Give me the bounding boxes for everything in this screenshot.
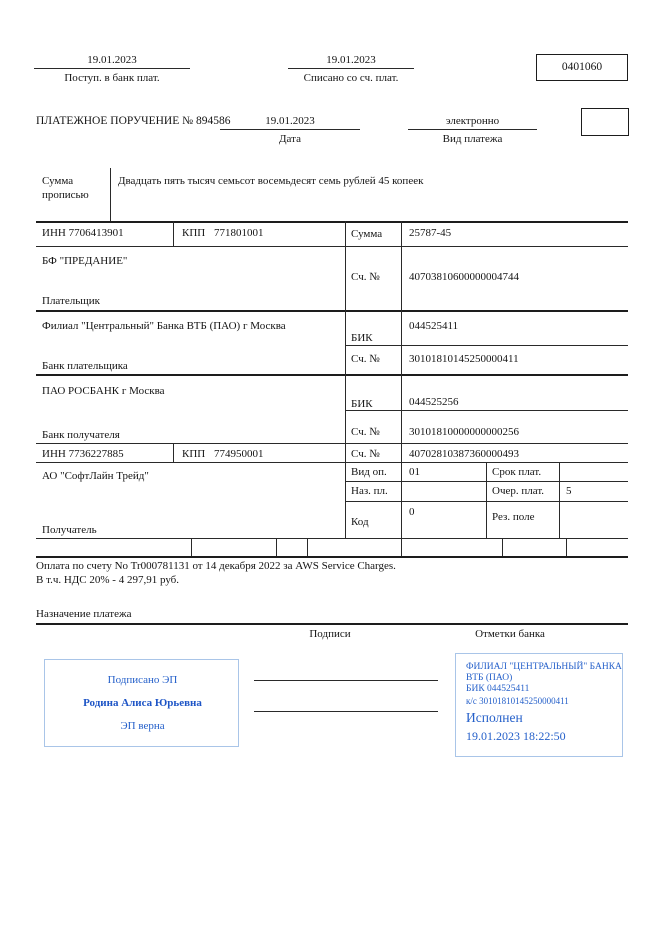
payer-inn: ИНН 7706413901 xyxy=(42,227,124,239)
payee-kpp-value: 774950001 xyxy=(214,448,264,460)
code-label: Код xyxy=(351,516,369,528)
signatures-label: Подписи xyxy=(309,628,351,640)
bank-stamp-datetime: 19.01.2023 18:22:50 xyxy=(466,729,566,743)
payer-kpp-value: 771801001 xyxy=(214,227,264,239)
bank-stamp-line3: БИК 044525411 xyxy=(466,684,530,694)
debited-date-block xyxy=(288,54,414,84)
payee-kpp-label: КПП xyxy=(182,448,206,460)
bank-stamp-line2: ВТБ (ПАО) xyxy=(466,673,513,683)
table-line-h xyxy=(36,538,628,539)
payee-bank-bik-label: БИК xyxy=(351,398,373,410)
table-line-h xyxy=(36,221,628,223)
payer-bank-bik-label: БИК xyxy=(351,332,373,344)
bank-stamp-box xyxy=(455,653,623,757)
payee-bank-account-value: 30101810000000000256 xyxy=(409,426,519,438)
reserve-label: Рез. поле xyxy=(492,511,535,523)
payer-bank-name: Филиал "Центральный" Банка ВТБ (ПАО) г Москва xyxy=(42,320,286,332)
payer-kpp-label: КПП xyxy=(182,227,206,239)
bank-marks-label: Отметки банка xyxy=(475,628,545,640)
payee-name: АО "СофтЛайн Трейд" xyxy=(42,470,149,482)
payee-label: Получатель xyxy=(42,524,97,536)
payee-bank-bik-value: 044525256 xyxy=(409,396,459,408)
order-date-block xyxy=(220,115,360,145)
due-date-label: Срок плат. xyxy=(492,466,542,478)
table-line-h xyxy=(36,374,628,376)
table-line-h xyxy=(36,443,628,444)
amount-words-label-line2: прописью xyxy=(42,189,89,201)
bank-stamp-status: Исполнен xyxy=(466,710,523,725)
order-date-label: Дата xyxy=(279,133,301,145)
payment-order-title: ПЛАТЕЖНОЕ ПОРУЧЕНИЕ № 894586 xyxy=(36,115,231,127)
payer-label: Плательщик xyxy=(42,295,100,307)
received-date-block xyxy=(34,54,190,84)
payment-kind-value: электронно xyxy=(408,115,537,130)
payer-bank-label: Банк плательщика xyxy=(42,360,128,372)
purpose-underline xyxy=(36,623,628,625)
payer-account-value: 40703810600000004744 xyxy=(409,271,519,283)
purpose-code-label: Наз. пл. xyxy=(351,485,388,497)
table-line-h xyxy=(345,345,628,346)
table-line-v xyxy=(173,443,174,462)
table-line-v xyxy=(345,221,346,538)
payer-account-label: Сч. № xyxy=(351,271,380,283)
payment-kind-label: Вид платежа xyxy=(442,133,503,145)
payment-kind-block xyxy=(408,115,537,145)
bank-stamp-line1: ФИЛИАЛ "ЦЕНТРАЛЬНЫЙ" БАНКА xyxy=(466,662,622,672)
payer-bank-bik-value: 044525411 xyxy=(409,320,459,332)
esign-line3: ЭП верна xyxy=(120,720,165,732)
payee-account-label: Сч. № xyxy=(351,448,380,460)
debited-date-value: 19.01.2023 xyxy=(288,54,414,69)
table-line-v xyxy=(559,462,560,538)
signature-line-2 xyxy=(254,711,438,712)
payer-bank-account-label: Сч. № xyxy=(351,353,380,365)
purpose-line1: Оплата по счету No Tr000781131 от 14 декабря 2022 за AWS Service Charges. xyxy=(36,560,396,572)
op-kind-label: Вид оп. xyxy=(351,466,387,478)
debited-date-label: Списано со сч. плат. xyxy=(303,72,399,84)
priority-label: Очер. плат. xyxy=(492,485,545,497)
esign-stamp-box xyxy=(44,659,239,747)
code-value: 0 xyxy=(409,506,415,518)
table-line-h xyxy=(345,410,628,411)
amount-words-label-line1: Сумма xyxy=(42,175,74,187)
table-line-h xyxy=(36,310,628,312)
payee-bank-name: ПАО РОСБАНК г Москва xyxy=(42,385,165,397)
table-line-v xyxy=(486,462,487,538)
op-kind-value: 01 xyxy=(409,466,420,478)
form-code-box xyxy=(536,54,628,81)
table-line-v xyxy=(502,538,503,556)
amount-words-value: Двадцать пять тысяч семьсот восемьдесят семь рублей 45 копеек xyxy=(118,175,424,187)
payer-name: БФ "ПРЕДАНИЕ" xyxy=(42,255,128,267)
table-line-v xyxy=(110,168,111,221)
form-code-value: 0401060 xyxy=(561,61,603,73)
table-line-v xyxy=(173,221,174,246)
sum-label: Сумма xyxy=(351,228,383,240)
received-date-label: Поступ. в банк плат. xyxy=(64,72,160,84)
payee-inn: ИНН 7736227885 xyxy=(42,448,124,460)
table-line-h xyxy=(36,462,628,463)
payee-bank-account-label: Сч. № xyxy=(351,426,380,438)
table-line-v xyxy=(566,538,567,556)
esign-line1: Подписано ЭП xyxy=(107,674,178,686)
sum-value: 25787-45 xyxy=(409,227,452,239)
table-line-v xyxy=(276,538,277,556)
payment-kind-box xyxy=(581,108,629,136)
table-line-h xyxy=(36,246,628,247)
payee-bank-label: Банк получателя xyxy=(42,429,120,441)
payer-bank-account-value: 30101810145250000411 xyxy=(409,353,519,365)
bank-stamp-line4: к/с 30101810145250000411 xyxy=(466,696,569,706)
table-line-v xyxy=(307,538,308,556)
purpose-label: Назначение платежа xyxy=(36,608,132,620)
esign-name: Родина Алиса Юрьевна xyxy=(83,697,202,709)
table-line-v xyxy=(191,538,192,556)
order-date-value: 19.01.2023 xyxy=(220,115,360,130)
priority-value: 5 xyxy=(566,485,572,497)
signature-line-1 xyxy=(254,680,438,681)
received-date-value: 19.01.2023 xyxy=(34,54,190,69)
table-line-h xyxy=(36,556,628,558)
payee-account-value: 40702810387360000493 xyxy=(409,448,519,460)
table-line-v xyxy=(401,221,402,556)
purpose-line2: В т.ч. НДС 20% - 4 297,91 руб. xyxy=(36,574,180,586)
